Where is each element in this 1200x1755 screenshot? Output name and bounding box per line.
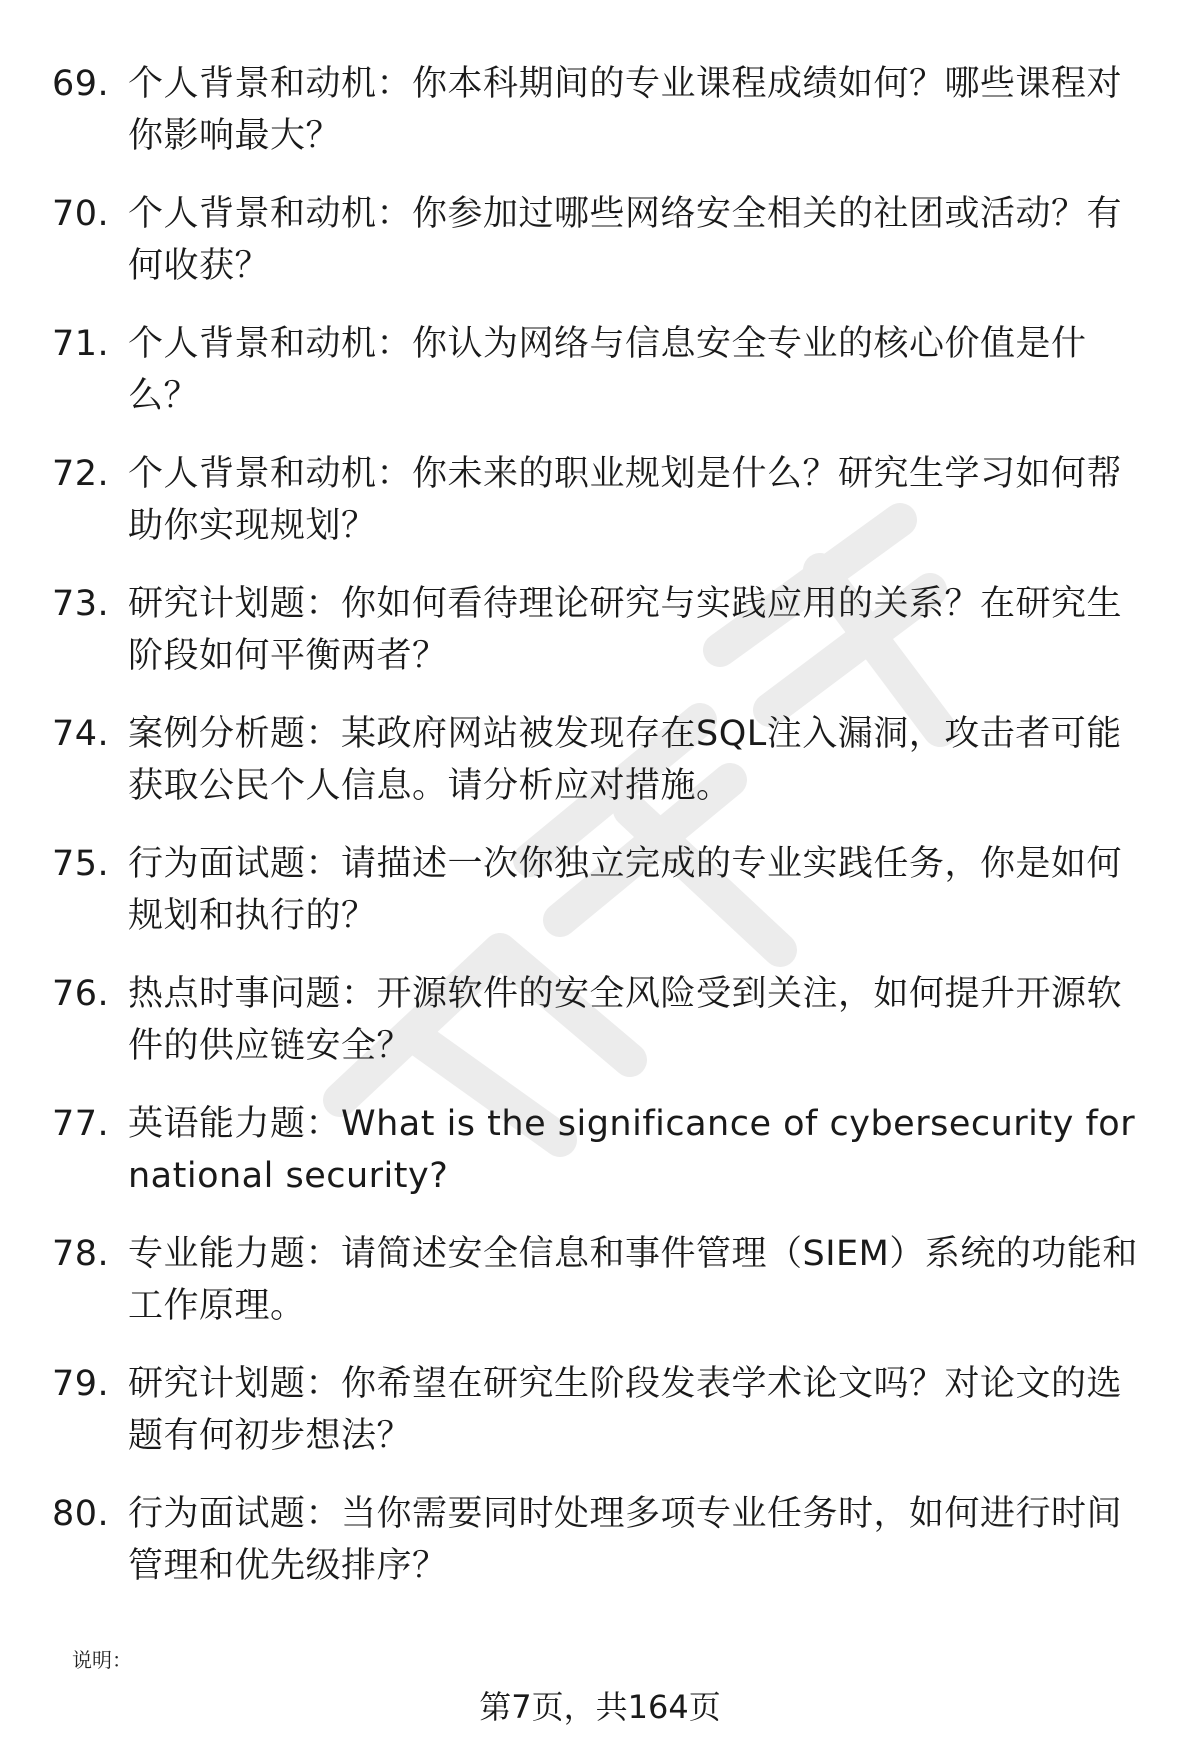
question-number: 77. bbox=[52, 1104, 110, 1144]
question-number: 78. bbox=[52, 1234, 110, 1274]
question-list bbox=[0, 58, 1200, 1618]
question-text: 专业能力题：请简述安全信息和事件管理（SIEM）系统的功能和工作原理。 bbox=[128, 1234, 1138, 1326]
question-text: 行为面试题：请描述一次你独立完成的专业实践任务，你是如何规划和执行的？ bbox=[128, 844, 1123, 936]
question-number: 76. bbox=[52, 974, 110, 1014]
question-number: 74. bbox=[52, 714, 110, 754]
note-label: 说明： bbox=[72, 1648, 132, 1672]
question-number: 70. bbox=[52, 194, 110, 234]
question-text: 个人背景和动机：你认为网络与信息安全专业的核心价值是什么？ bbox=[128, 324, 1087, 416]
question-item bbox=[0, 1228, 1200, 1358]
question-item bbox=[0, 838, 1200, 968]
question-number: 69. bbox=[52, 64, 110, 104]
question-item bbox=[0, 318, 1200, 448]
question-item bbox=[0, 708, 1200, 838]
question-text: 英语能力题：What is the significance of cybersecurity for national security? bbox=[128, 1104, 1136, 1196]
question-number: 80. bbox=[52, 1494, 110, 1534]
question-item bbox=[0, 448, 1200, 578]
question-text: 研究计划题：你如何看待理论研究与实践应用的关系？在研究生阶段如何平衡两者？ bbox=[128, 584, 1123, 676]
question-text: 个人背景和动机：你未来的职业规划是什么？研究生学习如何帮助你实现规划？ bbox=[128, 454, 1123, 546]
question-item bbox=[0, 578, 1200, 708]
question-number: 73. bbox=[52, 584, 110, 624]
question-item bbox=[0, 58, 1200, 188]
question-item bbox=[0, 188, 1200, 318]
question-number: 71. bbox=[52, 324, 110, 364]
question-item bbox=[0, 1488, 1200, 1618]
page-footer: 第7页，共164页 bbox=[479, 1688, 721, 1726]
question-text: 热点时事问题：开源软件的安全风险受到关注，如何提升开源软件的供应链安全？ bbox=[128, 974, 1123, 1066]
question-text: 案例分析题：某政府网站被发现存在SQL注入漏洞，攻击者可能获取公民个人信息。请分析应对措施。 bbox=[128, 714, 1122, 806]
question-number: 72. bbox=[52, 454, 110, 494]
question-number: 79. bbox=[52, 1364, 110, 1404]
question-item bbox=[0, 1098, 1200, 1228]
question-number: 75. bbox=[52, 844, 110, 884]
question-text: 个人背景和动机：你本科期间的专业课程成绩如何？哪些课程对你影响最大？ bbox=[128, 64, 1123, 156]
question-item bbox=[0, 1358, 1200, 1488]
question-item bbox=[0, 968, 1200, 1098]
question-text: 行为面试题：当你需要同时处理多项专业任务时，如何进行时间管理和优先级排序？ bbox=[128, 1494, 1123, 1586]
question-text: 个人背景和动机：你参加过哪些网络安全相关的社团或活动？有何收获？ bbox=[128, 194, 1123, 286]
question-text: 研究计划题：你希望在研究生阶段发表学术论文吗？对论文的选题有何初步想法？ bbox=[128, 1364, 1123, 1456]
